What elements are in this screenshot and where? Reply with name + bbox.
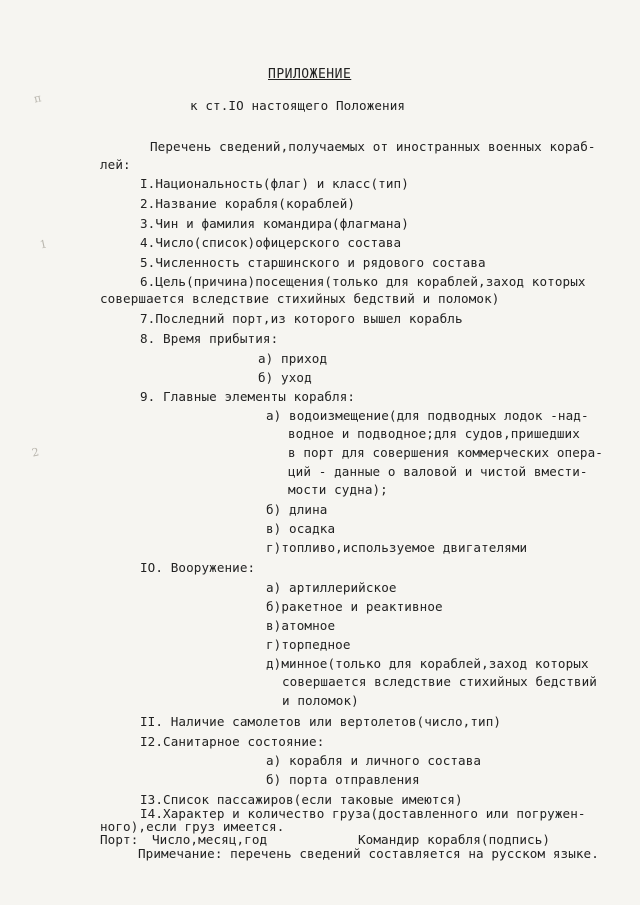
list-item: I4.Характер и количество груза(доставленного или погружен-	[140, 806, 586, 821]
list-subitem: г)топливо,используемое двигателями	[266, 540, 528, 555]
document-title: ПРИЛОЖЕНИЕ	[268, 67, 352, 82]
list-subitem: б)ракетное и реактивное	[266, 599, 443, 614]
list-subitem: д)минное(только для кораблей,заход которых	[266, 656, 589, 671]
list-subitem: г)торпедное	[266, 637, 351, 652]
list-subitem: б) уход	[258, 370, 312, 385]
list-subitem: мости судна);	[288, 482, 388, 497]
list-item: 8. Время прибытия:	[140, 331, 279, 346]
margin-pencil-mark: 1	[38, 237, 49, 252]
list-subitem: а) водоизмещение(для подводных лодок -над-	[266, 408, 589, 423]
list-subitem: а) артиллерийское	[266, 580, 397, 595]
list-item: I2.Санитарное состояние:	[140, 734, 325, 749]
list-subitem: водное и подводное;для судов,пришедших	[288, 426, 580, 441]
list-item: II. Наличие самолетов или вертолетов(число,тип)	[140, 714, 502, 729]
intro-line: лей:	[100, 157, 131, 172]
list-subitem: а) приход	[258, 351, 328, 366]
intro-line: Перечень сведений,получаемых от иностранных военных кораб-	[150, 139, 596, 154]
list-subitem: в) осадка	[266, 521, 336, 536]
list-subitem: а) корабля и личного состава	[266, 753, 482, 768]
list-item: 7.Последний порт,из которого вышел корабль	[140, 311, 463, 326]
list-item: 2.Название корабля(кораблей)	[140, 196, 356, 211]
footnote: Примечание: перечень сведений составляется на русском языке.	[138, 846, 599, 861]
list-subitem: в)атомное	[266, 618, 336, 633]
list-item: совершается вследствие стихийных бедствий и поломок)	[100, 291, 500, 306]
list-item: I.Национальность(флаг) и класс(тип)	[140, 176, 409, 191]
list-subitem: и поломок)	[282, 693, 359, 708]
list-subitem: б) длина	[266, 502, 328, 517]
margin-pencil-mark: 2	[30, 445, 41, 460]
list-item: 5.Численность старшинского и рядового состава	[140, 255, 486, 270]
commander-signature-label: Командир корабля(подпись)	[358, 832, 551, 847]
list-subitem: в порт для совершения коммерческих опера-	[288, 445, 603, 460]
date-label: Число,месяц,год	[152, 832, 268, 847]
list-item: I3.Список пассажиров(если таковые имеются)	[140, 792, 463, 807]
list-item: 9. Главные элементы корабля:	[140, 389, 356, 404]
list-subitem: совершается вследствие стихийных бедствий	[282, 674, 597, 689]
list-subitem: б) порта отправления	[266, 772, 420, 787]
list-item: 3.Чин и фамилия командира(флагмана)	[140, 216, 409, 231]
list-item: ного),если груз имеется.	[100, 819, 285, 834]
port-label: Порт:	[100, 832, 139, 847]
list-subitem: ций - данные о валовой и чистой вмести-	[288, 464, 588, 479]
list-item: 6.Цель(причина)посещения(только для кораблей,заход которых	[140, 274, 586, 289]
margin-pencil-mark: п	[32, 91, 43, 106]
list-item: IO. Вооружение:	[140, 560, 256, 575]
list-item: 4.Число(список)офицерского состава	[140, 235, 402, 250]
document-subtitle: к ст.IO настоящего Положения	[190, 98, 406, 113]
